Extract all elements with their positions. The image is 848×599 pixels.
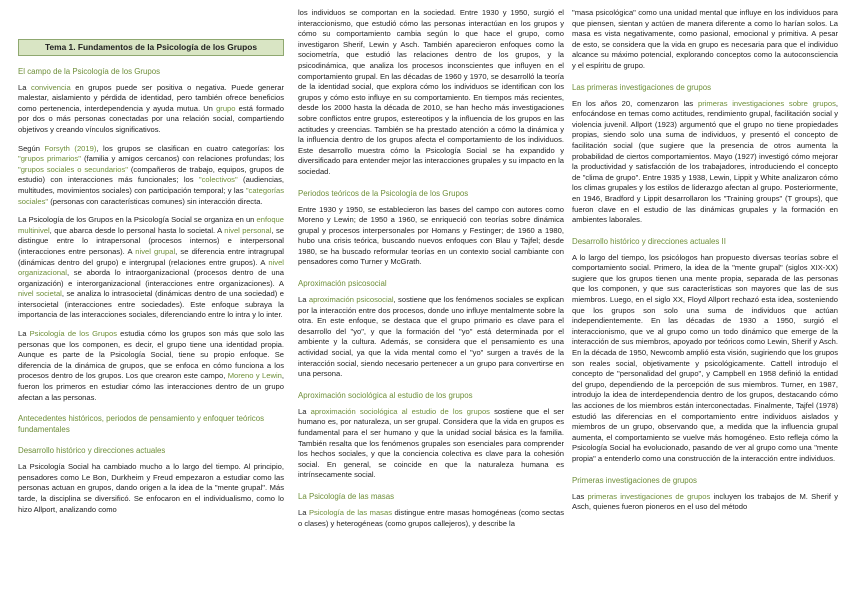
paragraph: En los años 20, comenzaron las primeras investigaciones sobre grupos, enfocándose en temas como actitudes, rendimiento grupal, facilitación social y violencia juvenil. Allport (1923) argumentó que el grupo no tiene propiedades propias, siendo solo una suma de individuos, y presentó el concepto de facilitación social (que sugiere que la presencia de otros aumenta la probabilidad de ciertos comportamientos. Mayo (1927) investigó cómo mejorar la productividad y satisfacción de los trabajadores, introduciendo el concepto de "clima de grupo". Entre 1935 y 1938, Lewin, Lippit y White analizaron cómo los climas grupales y los estilos de liderazgo afectan al grupo. Posteriormente, en 1946, Bradford y Lippit desarrollaron los "Training groups" (T groups), que fueron clave en el estudio de las dinámicas grupales y la formación en ambientes laborales. [572, 98, 838, 225]
section-heading: Aproximación psicosocial [298, 279, 387, 289]
paragraph: Las primeras investigaciones de grupos incluyen los trabajos de M. Sherif y Asch, quienes fueron pioneros en el uso del método [572, 491, 838, 512]
column-2 [298, 8, 564, 537]
paragraph: La Psicología Social ha cambiado mucho a lo largo del tiempo. Al principio, pensadores como Le Bon, Durkheim y Freud empezaron a estudiar como las personas actuan en grupos, dando origen a la idea de la "mente grupal". Más tarde, la disciplina se diversificó. Se enfocaron en el individualismo, como lo hizo Allport, analizando como [18, 462, 284, 514]
section-heading: Antecedentes históricos, periodos de pensamiento y enfoquer teóricos fundamentales [18, 414, 265, 435]
column-3 [572, 8, 838, 521]
subsection-heading: Desarrollo histórico y direcciones actuales [18, 446, 166, 456]
section-heading: Periodos teóricos de la Psicología de los Grupos [298, 188, 469, 198]
paragraph: La aproximación psicosocial, sostiene que los fenómenos sociales se explican por la interacción entre dos procesos, donde uno influye mentalmente sobre la otra. En este enfoque, se destaca que el grupo primario es clave para el desarrollo del "yo", y que la formación del "yo" está determinada por el ambiente y la cultura. Además, se considera que el pensamiento es una actividad social, ya que la vida mental como el "yo" surgen a través de la interacción social, siendo necesario pertenecer a un grupo para convertirse en una persona. [298, 295, 564, 379]
paragraph: La convivencia en grupos puede ser positiva o negativa. Puede generar malestar, aislamiento y pérdida de identidad, pero también ofrece beneficios como pertenencia, interdependencia y ayuda mutua. Un grupo está formado por dos o más personas conectadas por una relación social, compartiendo objetivos y creando vínculos significativos. [18, 82, 284, 134]
paragraph: Entre 1930 y 1950, se establecieron las bases del campo con autores como Moreno y Lewin; de 1950 a 1960, se enriqueció con teorías sobre dinámica grupal y procesos interpersonales por Homans y Festinger; de 1960 a 1980, hubo una crisis teórica, buscando nuevos enfoques con Blau y Tajfel; desde 1980, se ha buscado reformular teorías en un contexto social cambiante con pensadores como Turner y McGrath. [298, 204, 564, 267]
section-heading: La Psicología de las masas [298, 491, 395, 501]
section-heading: Primeras investigaciones de grupos [572, 475, 697, 485]
section-heading: Aproximación sociológica al estudio de los grupos [298, 390, 473, 400]
paragraph: los individuos se comportan en la sociedad. Entre 1930 y 1950, surgió el interaccionismo, que estudió cómo las personas interactúan en los grupos y cómo su comportamiento cambia según lo que hace el grupo, como investigaron Sherif, Lewin y Asch. También aparecieron enfoques como la sociometría, que estudió las relaciones dentro de los grupos, y la psicodinámica, que analiza los procesos inconscientes que influyen en el comportamiento grupal. En las décadas de 1960 y 1970, se desarrolló la teoría de la identidad social, que explora cómo los individuos se identifican con los grupos y cómo esto influye en su comportamiento. En tiempos más recientes, desde los 2000 hasta la década de 2010, se han hecho más investigaciones sobre conflictos entre grupos, estereotipos y la influencia de los grupos en las actitudes y creencias. También se ha prestado atención a cómo la dinámica y la influencia dentro de los grupos afecta el comportamiento de los individuos. Este desarrollo muestra cómo la Psicología Social se ha expandido y diversificado para entender mejor las interacciones grupales y su impacto en la sociedad. [298, 8, 564, 176]
page-title: Tema 1. Fundamentos de la Psicología de los Grupos [18, 39, 284, 56]
section-heading: Las primeras investigaciones de grupos [572, 82, 712, 92]
paragraph: Según Forsyth (2019), los grupos se clasifican en cuatro categorías: los "grupos primarios" (familia y amigos cercanos) con relaciones profundas; los "grupos sociales o secundarios" (compañeros de trabajo, equipos, grupos de estudio) con interacciones más funcionales; los "colectivos" (audiencias, multitudes, movimientos sociales) con participación temporal; y las "categorías sociales" (personas con características comunes) sin interacción directa. [18, 143, 284, 206]
column-1 [18, 8, 284, 523]
paragraph: La Psicología de los Grupos en la Psicología Social se organiza en un enfoque multinivel, que abarca desde lo personal hasta lo societal. A nivel personal, se distingue entre lo intrapersonal (procesos internos) e interpersonal (interacciones entre personas). A nivel grupal, se diferencia entre intragrupal (dinámicas dentro del grupo) e intergrupal (relaciones entre grupos). A nivel organizacional, se aborda lo intraorganizacional (procesos dentro de una organización) e interorganizacional (interacciones entre organizaciones). A nivel societal, se analiza lo intrasocietal (dinámicas dentro de una sociedad) e intersocietal (interacciones entre sociedades). Este enfoque subraya la importancia de las interacciones sociales, diferenciando entre lo intra y lo inter. [18, 215, 284, 320]
section-heading: El campo de la Psicología de los Grupos [18, 66, 161, 76]
paragraph: "masa psicológica" como una unidad mental que influye en los individuos para que piensen, sientan y actúen de manera diferente a como lo harían solos. La masa es vista negativamente, como pasional, emocional y primitiva. A pesar de esto, se considera que la vida en grupo es necesaria para que el individuo alcance su máximo potencial, explorando conceptos como la autoconsciencia y el espíritu de grupo. [572, 8, 838, 70]
paragraph: La Psicología de las masas distingue entre masas homogéneas (como sectas o clases) y heterogéneas (como grupos callejeros), y describe la [298, 507, 564, 528]
section-heading: Desarrollo histórico y direcciones actuales II [572, 236, 726, 246]
paragraph: A lo largo del tiempo, los psicólogos han propuesto diversas teorías sobre el comportamiento social. Primero, la idea de la "mente grupal" (siglos XIX-XX) sugiere que los grupos tienen una mente propia, separada de las personas que los componen, y que sus características son mayores que las de sus miembros. Luego, en el siglo XX, Floyd Allport rechazó esta idea, sosteniendo que los grupos son solo una suma de individuos que actúan independientemente. En las décadas de 1930 a 1950, surgió el interaccionismo, que ve al grupo como un todo dinámico que emerge de la interacción de sus miembros, apoyado por teóricos como Lewin, Sherif y Asch. En la década de 1950, Newcomb amplió esta visión, sugiriendo que los grupos son reales social, objetivamente y psicológicamente. Cattell introdujo el concepto de "personalidad del grupo", y Campbell en 1958 definió la entidad del grupo, dependiendo de la percepción de sus miembros. Turner, en 1987, introdujo la idea de interdependencia dentro de los grupos, destacando cómo las acciones de los miembros están interconectadas. Finalmente, Tajfel (1978) estudió las diferencias en el comportamiento entre individuos aislados y miembros de un grupo, observando que, a medida que la influencia grupal aumenta, el comportamiento se vuelve más homogéneo. Esto refleja cómo la Psicología Social ha evolucionado, pasando de ver al grupo como una "mente propia" a entenderlo como una construcción de la interacción entre individuos. [572, 252, 838, 463]
paragraph: La Psicología de los Grupos estudia cómo los grupos son más que solo las personas que los componen, es decir, el grupo tiene una identidad propia. Aunque es parte de la Psicología Social, tiene su propio enfoque. Se diferencia de la dinámica de grupos, que se enfoca en cómo funciona a los procesos dentro de los grupos. Los que crearon este campo, Moreno y Lewin, fueron los primeros en estudiar cómo las interacciones dentro de un grupo afectan a las personas. [18, 329, 285, 402]
paragraph: La aproximación sociológica al estudio de los grupos sostiene que el ser humano es, por naturaleza, un ser grupal. Considera que la vida en grupos es fundamental para el ser humano y que la unidad social básica es la familia. También resalta que los fenómenos grupales son esenciales para comprender los hechos sociales, y que la conciencia colectiva es clave para la cohesión social. En general, se coincide en que la naturaleza humana es intrínsecamente social. [298, 406, 564, 480]
